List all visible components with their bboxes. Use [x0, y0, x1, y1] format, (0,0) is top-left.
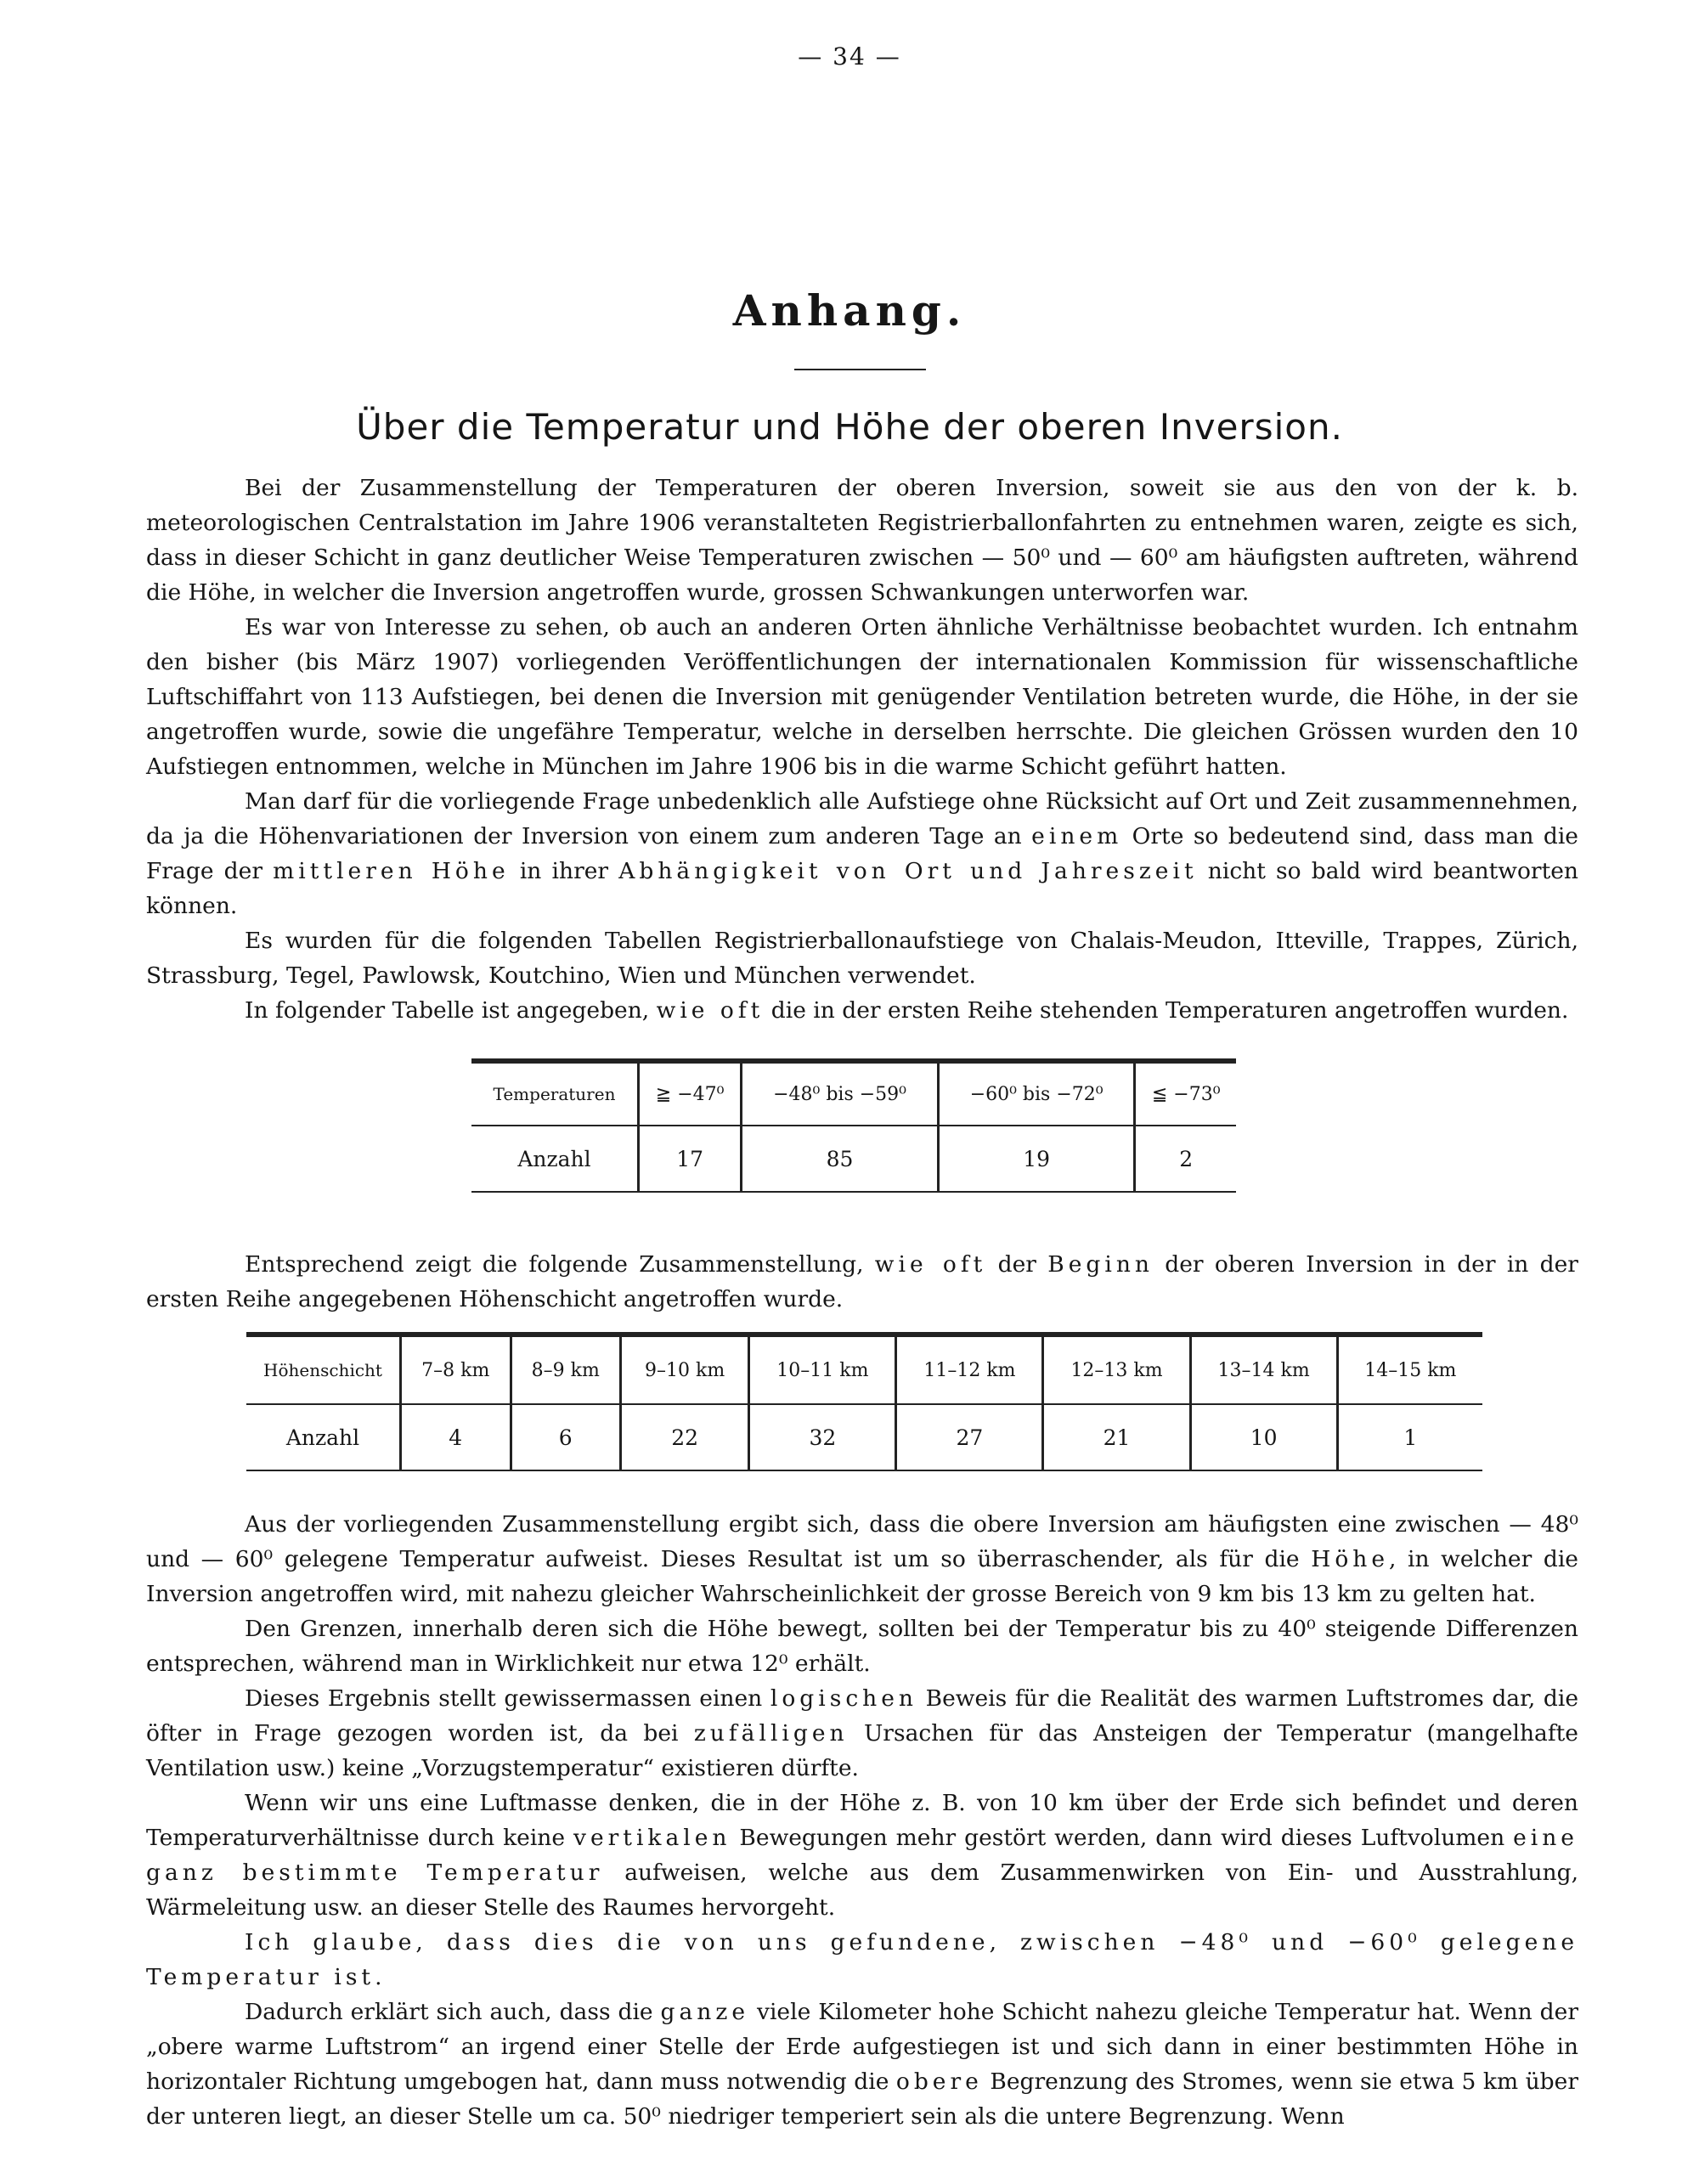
table-header-label: Höhenschicht [246, 1335, 401, 1404]
table-header-cell: −48⁰ bis −59⁰ [742, 1062, 939, 1126]
page-number: — 34 — [798, 42, 901, 71]
table-header-cell: 11–12 km [896, 1335, 1043, 1404]
height-layer-table [246, 1334, 1482, 1471]
table-row [471, 1126, 1236, 1192]
paragraph-12: Dadurch erklärt sich auch, dass die ganze viele Kilometer hohe Schicht nahezu gleiche Temperatur hat. Wenn der „obere warme Luftstrom“ an irgend einer Stelle der Erde aufgestiegen ist und sich dann in einer bestimmten Höhe in horizontaler Richtung umgebogen hat, dann muss notwendig die obere Begrenzung des Stromes, wenn sie etwa 5 km über der unteren liegt, an dieser Stelle um ca. 50⁰ niedriger temperiert sein als die untere Begrenzung. Wenn [146, 1999, 1578, 2130]
table-header-cell: 14–15 km [1337, 1335, 1482, 1404]
table-cell: 17 [639, 1126, 742, 1192]
temperature-table [471, 1060, 1236, 1193]
table-cell: 32 [749, 1404, 896, 1470]
table-cell: 1 [1337, 1404, 1482, 1470]
table-header-cell: 13–14 km [1190, 1335, 1337, 1404]
table-cell: 19 [938, 1126, 1135, 1192]
table-row-label: Anzahl [517, 1146, 591, 1171]
table-cell: 27 [896, 1404, 1043, 1470]
paragraph-8: Den Grenzen, innerhalb deren sich die Höhe bewegt, sollten bei der Temperatur bis zu 40⁰ steigende Differenzen entsprechen, während man in Wirklichkeit nur etwa 12⁰ erhält. [146, 1616, 1578, 1677]
table-row [246, 1335, 1482, 1404]
table-header-cell: ≧ −47⁰ [639, 1062, 742, 1126]
intro-paragraphs [146, 471, 1578, 1028]
table-header-cell: 9–10 km [621, 1335, 749, 1404]
paragraph-7: Aus der vorliegenden Zusammenstellung ergibt sich, dass die obere Inversion am häufigsten eine zwischen — 48⁰ und — 60⁰ gelegene Temperatur aufweist. Dieses Resultat ist um so überraschender, als für die Höhe, in welcher die Inversion angetroffen wird, mit nahezu gleicher Wahrscheinlichkeit der grosse Bereich von 9 km bis 13 km zu gelten hat. [146, 1511, 1578, 1607]
paragraph-11: Ich glaube, dass dies die von uns gefundene, zwischen −48⁰ und −60⁰ gelegene Temperatur ist. [146, 1929, 1578, 1990]
paragraph-1: Bei der Zusammenstellung der Temperaturen der oberen Inversion, soweit sie aus den von der k. b. meteorologischen Centralstation im Jahre 1906 veranstalteten Registrierballonfahrten zu entnehmen waren, zeigte es sich, dass in dieser Schicht in ganz deutlicher Weise Temperaturen zwischen — 50⁰ und — 60⁰ am häufigsten auftreten, während die Höhe, in welcher die Inversion angetroffen wurde, grossen Schwankungen unterworfen war. [146, 475, 1578, 606]
table-cell: 85 [742, 1126, 939, 1192]
paragraph-2: Es war von Interesse zu sehen, ob auch an anderen Orten ähnliche Verhältnisse beobachtet wurden. Ich entnahm den bisher (bis März 1907) vorliegenden Veröffentlichungen der internationalen Kommission für wissenschaftliche Luftschiffahrt von 113 Aufstiegen, bei denen die Inversion mit genügender Ventilation betreten wurde, die Höhe, in der sie angetroffen wurde, sowie die ungefähre Temperatur, welche in derselben herrschte. Die gleichen Grössen wurden den 10 Aufstiegen entnommen, welche in München im Jahre 1906 bis in die warme Schicht geführt hatten. [146, 614, 1578, 780]
table-row-label: Anzahl [285, 1425, 360, 1450]
table-header-cell: 8–9 km [511, 1335, 621, 1404]
paragraph-3: Man darf für die vorliegende Frage unbedenklich alle Aufstiege ohne Rücksicht auf Ort und Zeit zusammennehmen, da ja die Höhenvariationen der Inversion von einem zum anderen Tage an einem Orte so bedeutend sind, dass man die Frage der mittleren Höhe in ihrer Abhängigkeit von Ort und Jahreszeit nicht so bald wird beantworten können. [146, 788, 1578, 919]
closing-paragraphs [146, 1507, 1578, 2134]
paragraph-5: In folgender Tabelle ist angegeben, wie oft die in der ersten Reihe stehenden Temperaturen angetroffen wurden. [245, 997, 1569, 1024]
table-row [471, 1062, 1236, 1126]
paragraph-4: Es wurden für die folgenden Tabellen Registrierballonaufstiege von Chalais-Meudon, Itteville, Trappes, Zürich, Strassburg, Tegel, Pawlowsk, Koutchino, Wien und München verwendet. [146, 928, 1578, 989]
table-header-label: Temperaturen [471, 1062, 639, 1126]
table-cell: 10 [1190, 1404, 1337, 1470]
section-heading: Anhang. [732, 285, 967, 336]
table-header-cell: −60⁰ bis −72⁰ [938, 1062, 1135, 1126]
table-cell: 22 [621, 1404, 749, 1470]
table-header-cell: 10–11 km [749, 1335, 896, 1404]
table-cell: 4 [401, 1404, 511, 1470]
section-subheading: Über die Temperatur und Höhe der oberen Inversion. [356, 406, 1343, 448]
table-header-cell: 7–8 km [401, 1335, 511, 1404]
table-header-cell: ≦ −73⁰ [1135, 1062, 1236, 1126]
table-cell: 6 [511, 1404, 621, 1470]
paragraph-6-block [146, 1247, 1578, 1317]
heading-rule [794, 369, 926, 370]
paragraph-9: Dieses Ergebnis stellt gewissermassen einen logischen Beweis für die Realität des warmen Luftstromes dar, die öfter in Frage gezogen worden ist, da bei zufälligen Ursachen für das Ansteigen der Temperatur (mangelhafte Ventilation usw.) keine „Vorzugstemperatur“ existieren dürfte. [146, 1685, 1579, 1781]
table-row [246, 1404, 1482, 1470]
paragraph-6: Entsprechend zeigt die folgende Zusammenstellung, wie oft der Beginn der oberen Inversion in der in der ersten Reihe angegebenen Höhenschicht angetroffen wurde. [146, 1251, 1578, 1312]
table-cell: 21 [1043, 1404, 1190, 1470]
table-cell: 2 [1135, 1126, 1236, 1192]
paragraph-10: Wenn wir uns eine Luftmasse denken, die in der Höhe z. B. von 10 km über der Erde sich befindet und deren Temperaturverhältnisse durch keine vertikalen Bewegungen mehr gestört werden, dann wird dieses Luftvolumen eine ganz bestimmte Temperatur aufweisen, welche aus dem Zusammenwirken von Ein- und Ausstrahlung, Wärmeleitung usw. an dieser Stelle des Raumes hervorgeht. [146, 1790, 1578, 1921]
table-header-cell: 12–13 km [1043, 1335, 1190, 1404]
